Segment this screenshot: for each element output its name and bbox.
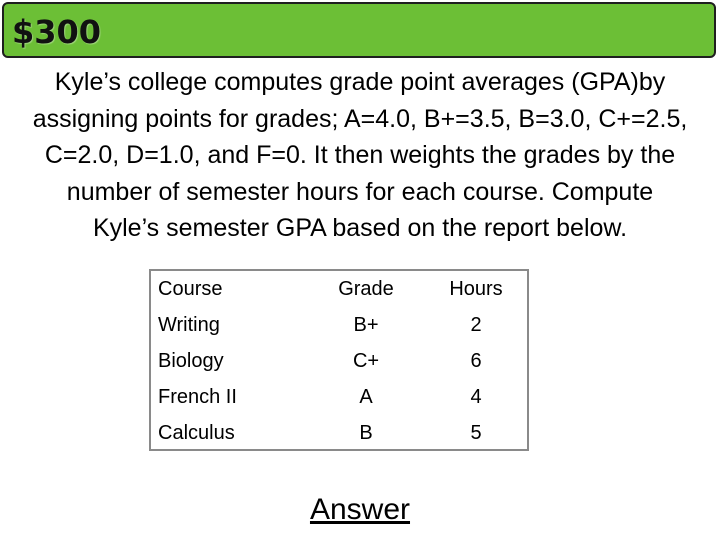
table-row (151, 379, 527, 415)
point-value: $300 (12, 13, 102, 51)
grade-cell: A (359, 386, 373, 408)
question-line: C=2.0, D=1.0, and F=0. It then weights the grades by the (44, 141, 676, 169)
course-cell: French II (158, 386, 237, 408)
table-header-row (151, 271, 527, 307)
course-cell: Writing (158, 314, 220, 336)
answer-area (0, 488, 720, 532)
question-line: assigning points for grades; A=4.0, B+=3.5, B=3.0, C+=2.5, (32, 104, 688, 133)
table-row (151, 307, 527, 343)
grade-cell: C+ (352, 350, 380, 372)
course-cell: Biology (158, 350, 224, 372)
hours-cell: 6 (470, 350, 482, 372)
course-cell: Calculus (158, 422, 235, 444)
point-value-banner (2, 2, 716, 58)
hours-cell: 2 (470, 314, 482, 336)
question-line: Kyle’s semester GPA based on the report below. (92, 214, 628, 242)
question-line: number of semester hours for each course. Compute (66, 177, 654, 206)
grade-cell: B+ (353, 314, 379, 336)
hours-cell: 4 (470, 386, 482, 408)
hours-cell: 5 (470, 422, 482, 444)
grade-cell: B (359, 422, 373, 444)
question-line: Kyle’s college computes grade point averages (GPA)by (54, 68, 666, 96)
grade-report-table (149, 269, 529, 451)
header-course: Course (158, 278, 223, 300)
table-row (151, 343, 527, 379)
table-row (151, 415, 527, 451)
header-hours: Hours (449, 278, 503, 300)
header-grade: Grade (338, 278, 394, 300)
question-text (0, 64, 720, 247)
answer-link[interactable]: Answer (309, 493, 411, 526)
